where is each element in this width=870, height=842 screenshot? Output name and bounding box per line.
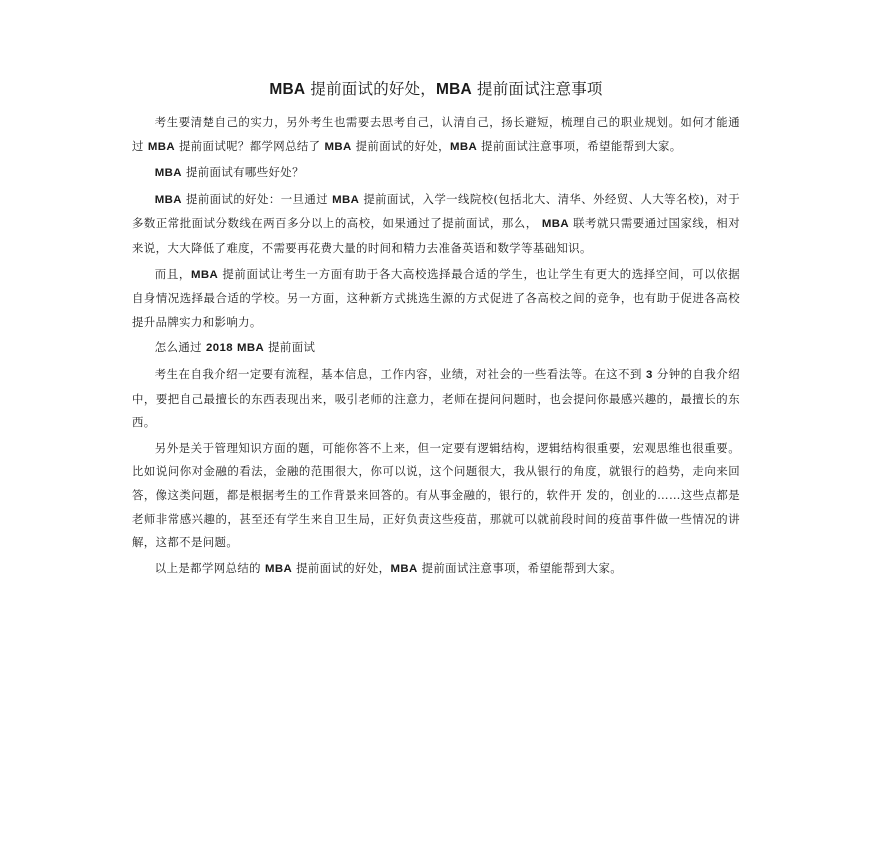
latin-run: MBA [541, 218, 569, 231]
latin-run: MBA [190, 268, 219, 281]
paragraph-benefits: MBA 提前面试的好处：一旦通过 MBA 提前面试，入学一线院校(包括北大、清华、外经贸、人大等名校)，对于多数正常批面试分数线在两百多分以上的高校，如果通过了提前面试，那么， MBA 联考就只需要通过国家线，相对来说，大大降低了难度，不需要再花费大量的时间和精力去准备英语和数学等基础知识。 [132, 191, 741, 255]
latin-run: MBA [269, 81, 306, 98]
latin-run: MBA [264, 562, 293, 575]
latin-run: MBA [154, 167, 182, 180]
paragraph-moreover: 而且，MBA 提前面试让考生一方面有助于各大高校选择最合适的学生，也让学生有更大的选择空间，可以依据自身情况选择最合适的学校。另一方面，这种新方式挑选生源的方式促进了各高校之间的竞争，也有助于促进各高校提升品牌实力和影响力。 [132, 266, 740, 329]
paragraph-self-intro: 考生在自我介绍一定要有流程，基本信息，工作内容，业绩，对社会的一些看法等。在这不到 3 分钟的自我介绍中，要把自己最擅长的东西表现出来，吸引老师的注意力，老师在提问问题时，也会提问你最感兴趣的，最擅长的东西。 [132, 366, 740, 430]
latin-run: MBA [236, 342, 265, 355]
paragraph-management-questions: 另外是关于管理知识方面的题，可能你答不上来，但一定要有逻辑结构，逻辑结构很重要，宏观思维也很重要。比如说问你对金融的看法，金融的范围很大，你可以说，这个问题很大，我从银行的角度，就银行的趋势，走向来回答，像这类问题，都是根据考生的工作背景来回答的。有从事金融的，银行的，软件开 发的，创业的……这些点都是老师非常感兴趣的，甚至还有学生来自卫生局，正好负责这些疫苗，那就可以就前段时间的疫苗事件做一些情况的讲解，这都不是问题。 [132, 440, 740, 550]
section-heading-how-to-pass: 怎么通过 2018 MBA 提前面试 [154, 340, 316, 355]
latin-run: MBA [436, 81, 472, 98]
latin-run: 3 [646, 368, 653, 381]
latin-run: MBA [390, 562, 418, 575]
paragraph-conclusion: 以上是都学网总结的 MBA 提前面试的好处，MBA 提前面试注意事项，希望能帮到大家。 [154, 560, 623, 575]
latin-run: MBA [154, 193, 182, 206]
document-page [132, 78, 740, 583]
latin-run: MBA [324, 140, 352, 153]
latin-run: MBA [147, 140, 175, 153]
latin-run: 2018 [205, 342, 233, 355]
paragraph-intro: 考生要清楚自己的实力，另外考生也需要去思考自己，认清自己，扬长避短，梳理自己的职业规划。如何才能通过 MBA 提前面试呢？都学网总结了 MBA 提前面试的好处，MBA 提前面试注意事项，希望能帮到大家。 [132, 115, 740, 153]
section-heading-benefits: MBA 提前面试有哪些好处？ [154, 165, 304, 180]
document-title: MBA 提前面试的好处，MBA 提前面试注意事项 [269, 80, 603, 98]
latin-run: MBA [449, 140, 478, 153]
latin-run: MBA [332, 193, 360, 206]
